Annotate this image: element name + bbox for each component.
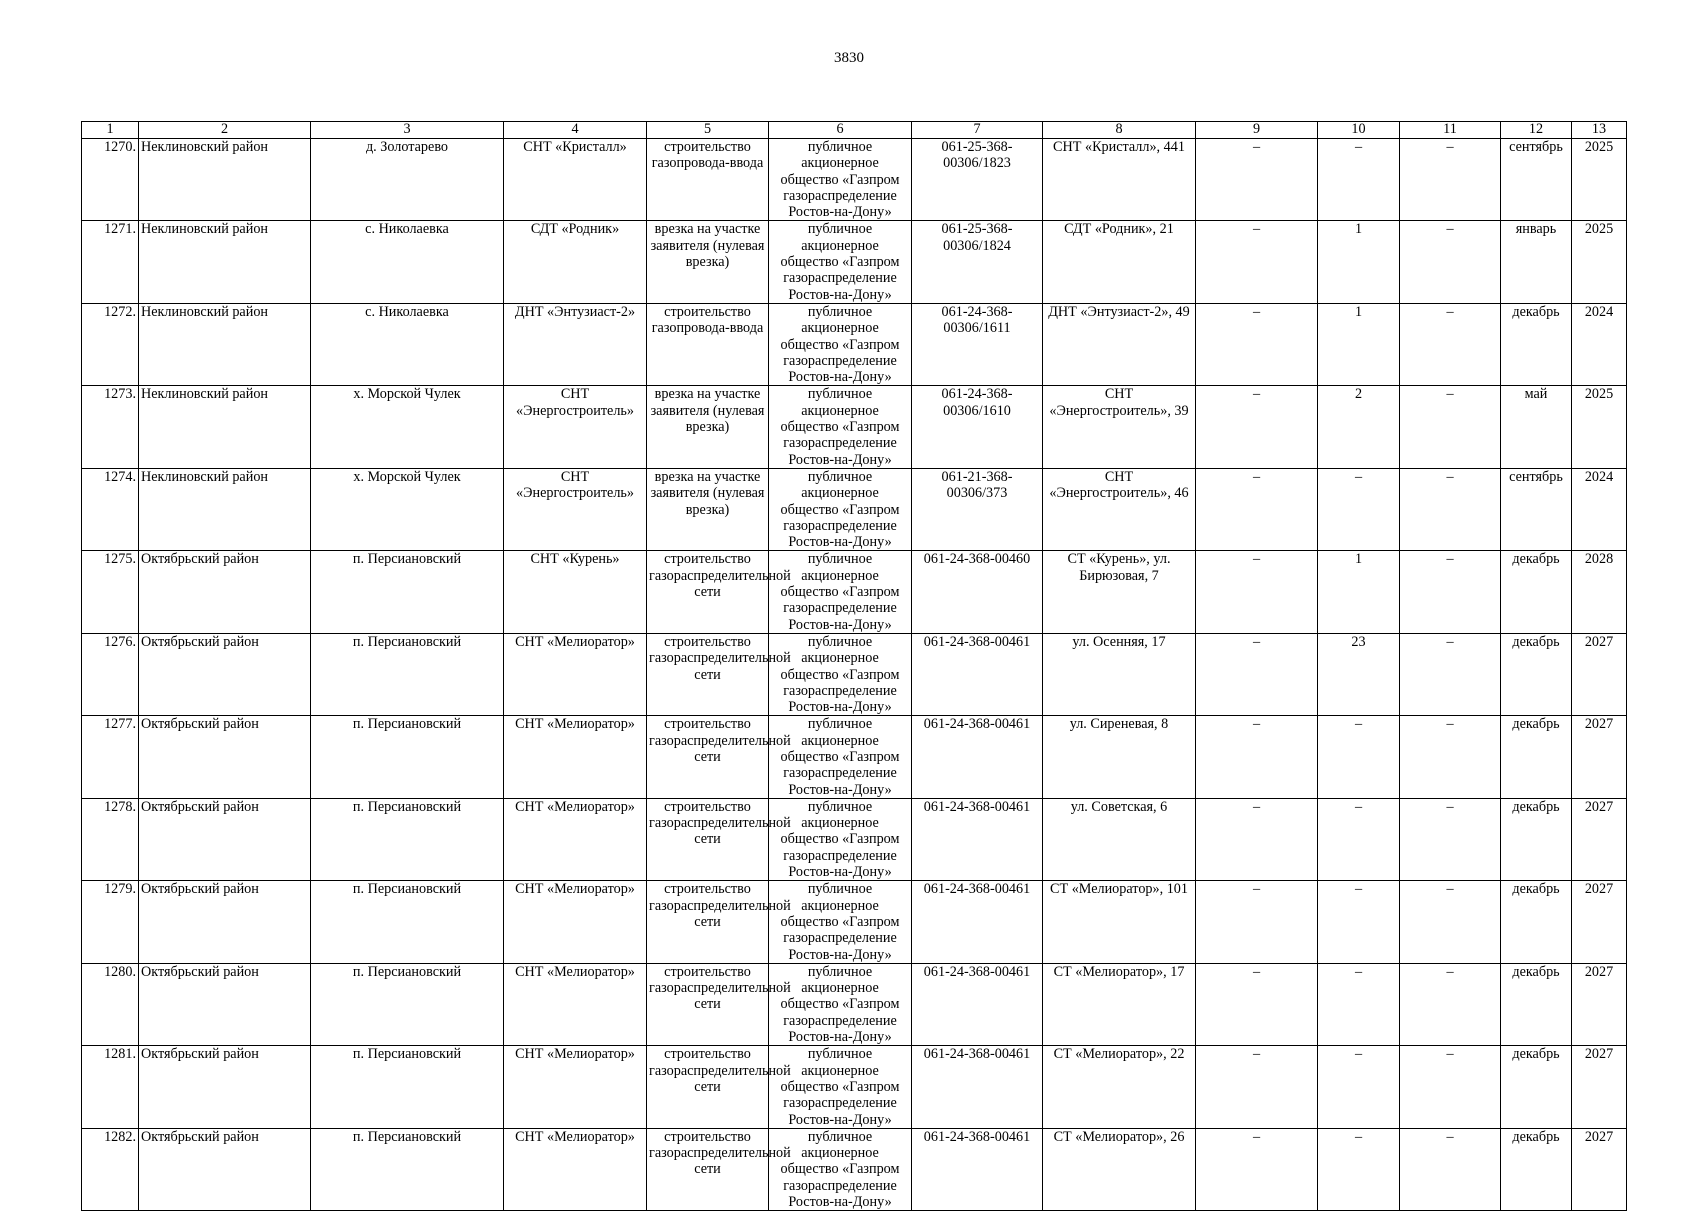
month-cell: декабрь	[1501, 633, 1572, 715]
year-cell: 2027	[1572, 716, 1627, 798]
locality-cell: п. Персиановский	[311, 963, 504, 1045]
column-10-cell: –	[1318, 881, 1400, 963]
locality-cell: п. Персиановский	[311, 1046, 504, 1128]
year-cell: 2028	[1572, 551, 1627, 633]
operator-cell: публичное акционерное общество «Газпром газораспределение Ростов-на-Дону»	[769, 881, 912, 963]
locality-cell: п. Персиановский	[311, 716, 504, 798]
column-10-cell: –	[1318, 716, 1400, 798]
table-row	[82, 468, 1627, 550]
table-row	[82, 798, 1627, 880]
column-9-cell: –	[1196, 221, 1318, 303]
column-11-cell: –	[1400, 798, 1501, 880]
address-cell: СТ «Мелиоратор», 101	[1043, 881, 1196, 963]
organization-cell: СНТ «Мелиоратор»	[504, 1046, 647, 1128]
district-cell: Неклиновский район	[139, 221, 311, 303]
column-number: 3	[311, 122, 504, 139]
work-type-cell: врезка на участке заявителя (нулевая врезка)	[647, 386, 769, 468]
work-type-cell: врезка на участке заявителя (нулевая врезка)	[647, 221, 769, 303]
column-9-cell: –	[1196, 139, 1318, 221]
table-row	[82, 881, 1627, 963]
district-cell: Октябрьский район	[139, 881, 311, 963]
district-cell: Неклиновский район	[139, 139, 311, 221]
operator-cell: публичное акционерное общество «Газпром газораспределение Ростов-на-Дону»	[769, 963, 912, 1045]
work-type-cell: строительство газораспределительной сети	[647, 963, 769, 1045]
permit-code-cell: 061-21-368-00306/373	[912, 468, 1043, 550]
month-cell: сентябрь	[1501, 468, 1572, 550]
locality-cell: п. Персиановский	[311, 798, 504, 880]
month-cell: май	[1501, 386, 1572, 468]
permit-code-cell: 061-24-368-00461	[912, 798, 1043, 880]
column-11-cell: –	[1400, 716, 1501, 798]
column-number: 5	[647, 122, 769, 139]
column-9-cell: –	[1196, 386, 1318, 468]
address-cell: СНТ «Кристалл», 441	[1043, 139, 1196, 221]
column-9-cell: –	[1196, 798, 1318, 880]
row-number: 1279.	[82, 881, 139, 963]
operator-cell: публичное акционерное общество «Газпром газораспределение Ростов-на-Дону»	[769, 139, 912, 221]
year-cell: 2025	[1572, 221, 1627, 303]
row-number: 1277.	[82, 716, 139, 798]
column-number: 2	[139, 122, 311, 139]
address-cell: ул. Сиреневая, 8	[1043, 716, 1196, 798]
column-10-cell: 1	[1318, 221, 1400, 303]
district-cell: Октябрьский район	[139, 633, 311, 715]
column-11-cell: –	[1400, 221, 1501, 303]
column-10-cell: –	[1318, 468, 1400, 550]
table-row	[82, 303, 1627, 385]
month-cell: январь	[1501, 221, 1572, 303]
month-cell: сентябрь	[1501, 139, 1572, 221]
locality-cell: х. Морской Чулек	[311, 386, 504, 468]
work-type-cell: строительство газораспределительной сети	[647, 798, 769, 880]
district-cell: Октябрьский район	[139, 798, 311, 880]
year-cell: 2027	[1572, 798, 1627, 880]
row-number: 1273.	[82, 386, 139, 468]
table-row	[82, 139, 1627, 221]
column-number: 10	[1318, 122, 1400, 139]
permit-code-cell: 061-25-368-00306/1824	[912, 221, 1043, 303]
district-cell: Октябрьский район	[139, 1128, 311, 1210]
row-number: 1280.	[82, 963, 139, 1045]
column-9-cell: –	[1196, 551, 1318, 633]
permit-code-cell: 061-25-368-00306/1823	[912, 139, 1043, 221]
address-cell: СТ «Мелиоратор», 26	[1043, 1128, 1196, 1210]
year-cell: 2024	[1572, 468, 1627, 550]
column-10-cell: 2	[1318, 386, 1400, 468]
work-type-cell: строительство газораспределительной сети	[647, 716, 769, 798]
year-cell: 2027	[1572, 1046, 1627, 1128]
month-cell: декабрь	[1501, 303, 1572, 385]
column-9-cell: –	[1196, 633, 1318, 715]
organization-cell: СДТ «Родник»	[504, 221, 647, 303]
column-10-cell: 1	[1318, 551, 1400, 633]
column-9-cell: –	[1196, 1046, 1318, 1128]
month-cell: декабрь	[1501, 963, 1572, 1045]
row-number: 1278.	[82, 798, 139, 880]
operator-cell: публичное акционерное общество «Газпром газораспределение Ростов-на-Дону»	[769, 303, 912, 385]
work-type-cell: врезка на участке заявителя (нулевая врезка)	[647, 468, 769, 550]
district-cell: Октябрьский район	[139, 1046, 311, 1128]
address-cell: СТ «Курень», ул. Бирюзовая, 7	[1043, 551, 1196, 633]
column-number: 12	[1501, 122, 1572, 139]
registry-table	[81, 121, 1627, 1211]
row-number: 1271.	[82, 221, 139, 303]
column-11-cell: –	[1400, 303, 1501, 385]
organization-cell: СНТ «Мелиоратор»	[504, 963, 647, 1045]
year-cell: 2027	[1572, 881, 1627, 963]
column-11-cell: –	[1400, 1046, 1501, 1128]
table-row	[82, 386, 1627, 468]
year-cell: 2024	[1572, 303, 1627, 385]
column-11-cell: –	[1400, 633, 1501, 715]
column-9-cell: –	[1196, 468, 1318, 550]
permit-code-cell: 061-24-368-00306/1611	[912, 303, 1043, 385]
permit-code-cell: 061-24-368-00461	[912, 633, 1043, 715]
district-cell: Октябрьский район	[139, 716, 311, 798]
work-type-cell: строительство газораспределительной сети	[647, 551, 769, 633]
work-type-cell: строительство газораспределительной сети	[647, 1046, 769, 1128]
row-number: 1274.	[82, 468, 139, 550]
work-type-cell: строительство газораспределительной сети	[647, 633, 769, 715]
address-cell: СТ «Мелиоратор», 22	[1043, 1046, 1196, 1128]
permit-code-cell: 061-24-368-00461	[912, 963, 1043, 1045]
address-cell: ул. Советская, 6	[1043, 798, 1196, 880]
month-cell: декабрь	[1501, 1128, 1572, 1210]
month-cell: декабрь	[1501, 881, 1572, 963]
column-number: 4	[504, 122, 647, 139]
column-11-cell: –	[1400, 551, 1501, 633]
operator-cell: публичное акционерное общество «Газпром газораспределение Ростов-на-Дону»	[769, 468, 912, 550]
operator-cell: публичное акционерное общество «Газпром газораспределение Ростов-на-Дону»	[769, 633, 912, 715]
operator-cell: публичное акционерное общество «Газпром газораспределение Ростов-на-Дону»	[769, 221, 912, 303]
district-cell: Октябрьский район	[139, 963, 311, 1045]
locality-cell: с. Николаевка	[311, 221, 504, 303]
column-11-cell: –	[1400, 468, 1501, 550]
address-cell: СНТ «Энергостроитель», 46	[1043, 468, 1196, 550]
column-10-cell: –	[1318, 1046, 1400, 1128]
row-number: 1282.	[82, 1128, 139, 1210]
operator-cell: публичное акционерное общество «Газпром газораспределение Ростов-на-Дону»	[769, 716, 912, 798]
permit-code-cell: 061-24-368-00306/1610	[912, 386, 1043, 468]
locality-cell: п. Персиановский	[311, 1128, 504, 1210]
column-11-cell: –	[1400, 139, 1501, 221]
column-9-cell: –	[1196, 963, 1318, 1045]
operator-cell: публичное акционерное общество «Газпром газораспределение Ростов-на-Дону»	[769, 1128, 912, 1210]
column-number-row	[82, 122, 1627, 139]
year-cell: 2027	[1572, 1128, 1627, 1210]
locality-cell: с. Николаевка	[311, 303, 504, 385]
table-row	[82, 1046, 1627, 1128]
column-11-cell: –	[1400, 881, 1501, 963]
operator-cell: публичное акционерное общество «Газпром газораспределение Ростов-на-Дону»	[769, 1046, 912, 1128]
operator-cell: публичное акционерное общество «Газпром газораспределение Ростов-на-Дону»	[769, 551, 912, 633]
month-cell: декабрь	[1501, 1046, 1572, 1128]
organization-cell: СНТ «Мелиоратор»	[504, 798, 647, 880]
column-10-cell: –	[1318, 963, 1400, 1045]
operator-cell: публичное акционерное общество «Газпром газораспределение Ростов-на-Дону»	[769, 798, 912, 880]
work-type-cell: строительство газораспределительной сети	[647, 881, 769, 963]
permit-code-cell: 061-24-368-00460	[912, 551, 1043, 633]
locality-cell: п. Персиановский	[311, 881, 504, 963]
locality-cell: х. Морской Чулек	[311, 468, 504, 550]
district-cell: Неклиновский район	[139, 386, 311, 468]
address-cell: СТ «Мелиоратор», 17	[1043, 963, 1196, 1045]
column-9-cell: –	[1196, 303, 1318, 385]
district-cell: Неклиновский район	[139, 468, 311, 550]
year-cell: 2025	[1572, 386, 1627, 468]
district-cell: Октябрьский район	[139, 551, 311, 633]
column-10-cell: –	[1318, 139, 1400, 221]
column-9-cell: –	[1196, 1128, 1318, 1210]
page-number: 3830	[834, 50, 864, 66]
address-cell: СДТ «Родник», 21	[1043, 221, 1196, 303]
column-number: 13	[1572, 122, 1627, 139]
column-9-cell: –	[1196, 716, 1318, 798]
column-10-cell: 23	[1318, 633, 1400, 715]
organization-cell: СНТ «Курень»	[504, 551, 647, 633]
column-number: 11	[1400, 122, 1501, 139]
month-cell: декабрь	[1501, 798, 1572, 880]
row-number: 1272.	[82, 303, 139, 385]
column-11-cell: –	[1400, 386, 1501, 468]
table-row	[82, 963, 1627, 1045]
address-cell: ДНТ «Энтузиаст-2», 49	[1043, 303, 1196, 385]
table-row	[82, 633, 1627, 715]
row-number: 1270.	[82, 139, 139, 221]
month-cell: декабрь	[1501, 551, 1572, 633]
column-number: 9	[1196, 122, 1318, 139]
table-row	[82, 551, 1627, 633]
column-number: 8	[1043, 122, 1196, 139]
permit-code-cell: 061-24-368-00461	[912, 1128, 1043, 1210]
organization-cell: СНТ «Энергостроитель»	[504, 386, 647, 468]
column-10-cell: 1	[1318, 303, 1400, 385]
table-row	[82, 716, 1627, 798]
column-11-cell: –	[1400, 963, 1501, 1045]
table-row	[82, 221, 1627, 303]
month-cell: декабрь	[1501, 716, 1572, 798]
organization-cell: СНТ «Мелиоратор»	[504, 633, 647, 715]
locality-cell: д. Золотарево	[311, 139, 504, 221]
locality-cell: п. Персиановский	[311, 551, 504, 633]
organization-cell: СНТ «Мелиоратор»	[504, 1128, 647, 1210]
work-type-cell: строительство газопровода-ввода	[647, 139, 769, 221]
column-number: 6	[769, 122, 912, 139]
organization-cell: СНТ «Мелиоратор»	[504, 881, 647, 963]
locality-cell: п. Персиановский	[311, 633, 504, 715]
address-cell: ул. Осенняя, 17	[1043, 633, 1196, 715]
permit-code-cell: 061-24-368-00461	[912, 716, 1043, 798]
year-cell: 2025	[1572, 139, 1627, 221]
column-number: 7	[912, 122, 1043, 139]
address-cell: СНТ «Энергостроитель», 39	[1043, 386, 1196, 468]
work-type-cell: строительство газораспределительной сети	[647, 1128, 769, 1210]
column-9-cell: –	[1196, 881, 1318, 963]
year-cell: 2027	[1572, 633, 1627, 715]
district-cell: Неклиновский район	[139, 303, 311, 385]
row-number: 1275.	[82, 551, 139, 633]
column-11-cell: –	[1400, 1128, 1501, 1210]
table-row	[82, 1128, 1627, 1210]
operator-cell: публичное акционерное общество «Газпром газораспределение Ростов-на-Дону»	[769, 386, 912, 468]
work-type-cell: строительство газопровода-ввода	[647, 303, 769, 385]
organization-cell: СНТ «Энергостроитель»	[504, 468, 647, 550]
column-number: 1	[82, 122, 139, 139]
row-number: 1281.	[82, 1046, 139, 1128]
row-number: 1276.	[82, 633, 139, 715]
organization-cell: СНТ «Мелиоратор»	[504, 716, 647, 798]
column-10-cell: –	[1318, 798, 1400, 880]
permit-code-cell: 061-24-368-00461	[912, 881, 1043, 963]
organization-cell: СНТ «Кристалл»	[504, 139, 647, 221]
year-cell: 2027	[1572, 963, 1627, 1045]
column-10-cell: –	[1318, 1128, 1400, 1210]
permit-code-cell: 061-24-368-00461	[912, 1046, 1043, 1128]
organization-cell: ДНТ «Энтузиаст-2»	[504, 303, 647, 385]
